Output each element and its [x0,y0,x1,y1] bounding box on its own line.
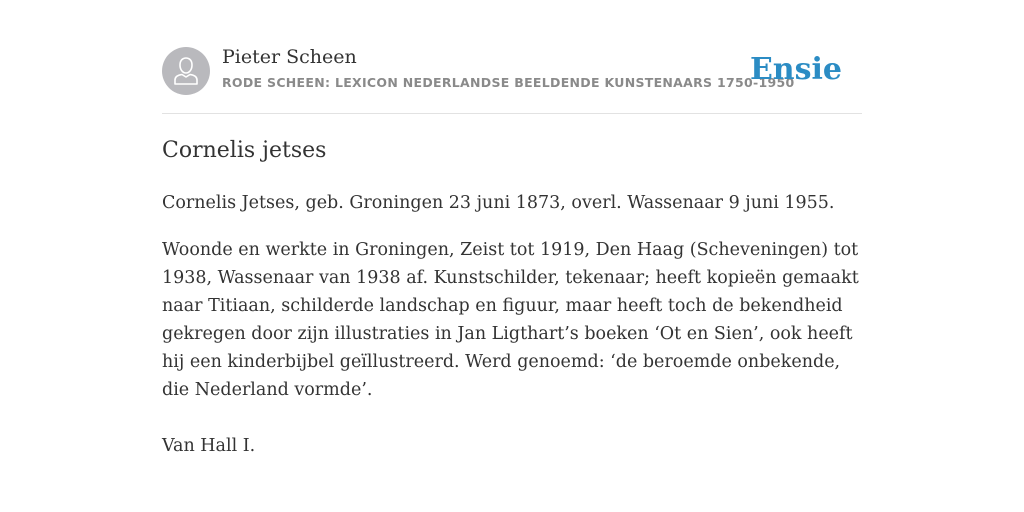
source-title[interactable]: RODE SCHEEN: LEXICON NEDERLANDSE BEELDENDE KUNSTENAARS 1750-1950 [222,75,795,90]
article-paragraph-birth-death: Cornelis Jetses, geb. Groningen 23 juni 1873, overl. Wassenaar 9 juni 1955. [162,193,835,213]
article-paragraph-reference: Van Hall I. [162,436,256,456]
article-paragraph-biography: Woonde en werkte in Groningen, Zeist tot 1919, Den Haag (Scheveningen) tot 1938, Wassenaar van 1938 af. Kunstschilder, tekenaar; heeft kopieën gemaakt naar Titiaan, schilderde landschap en figuur, maar heeft toch de bekendheid gekregen door zijn illustraties in Jan Ligthart’s boeken ‘Ot en Sien’, ook heeft hij een kinderbijbel geïllustreerd. Werd genoemd: ‘de beroemde onbekende, die Nederland vormde’. [162,240,859,400]
author-name[interactable]: Pieter Scheen [222,46,357,68]
article-header [162,46,862,96]
author-avatar[interactable] [162,47,210,95]
article-title: Cornelis jetses [162,138,327,163]
user-silhouette-icon [172,56,200,86]
ensie-logo[interactable]: Ensie [749,52,842,87]
header-divider [162,113,862,114]
